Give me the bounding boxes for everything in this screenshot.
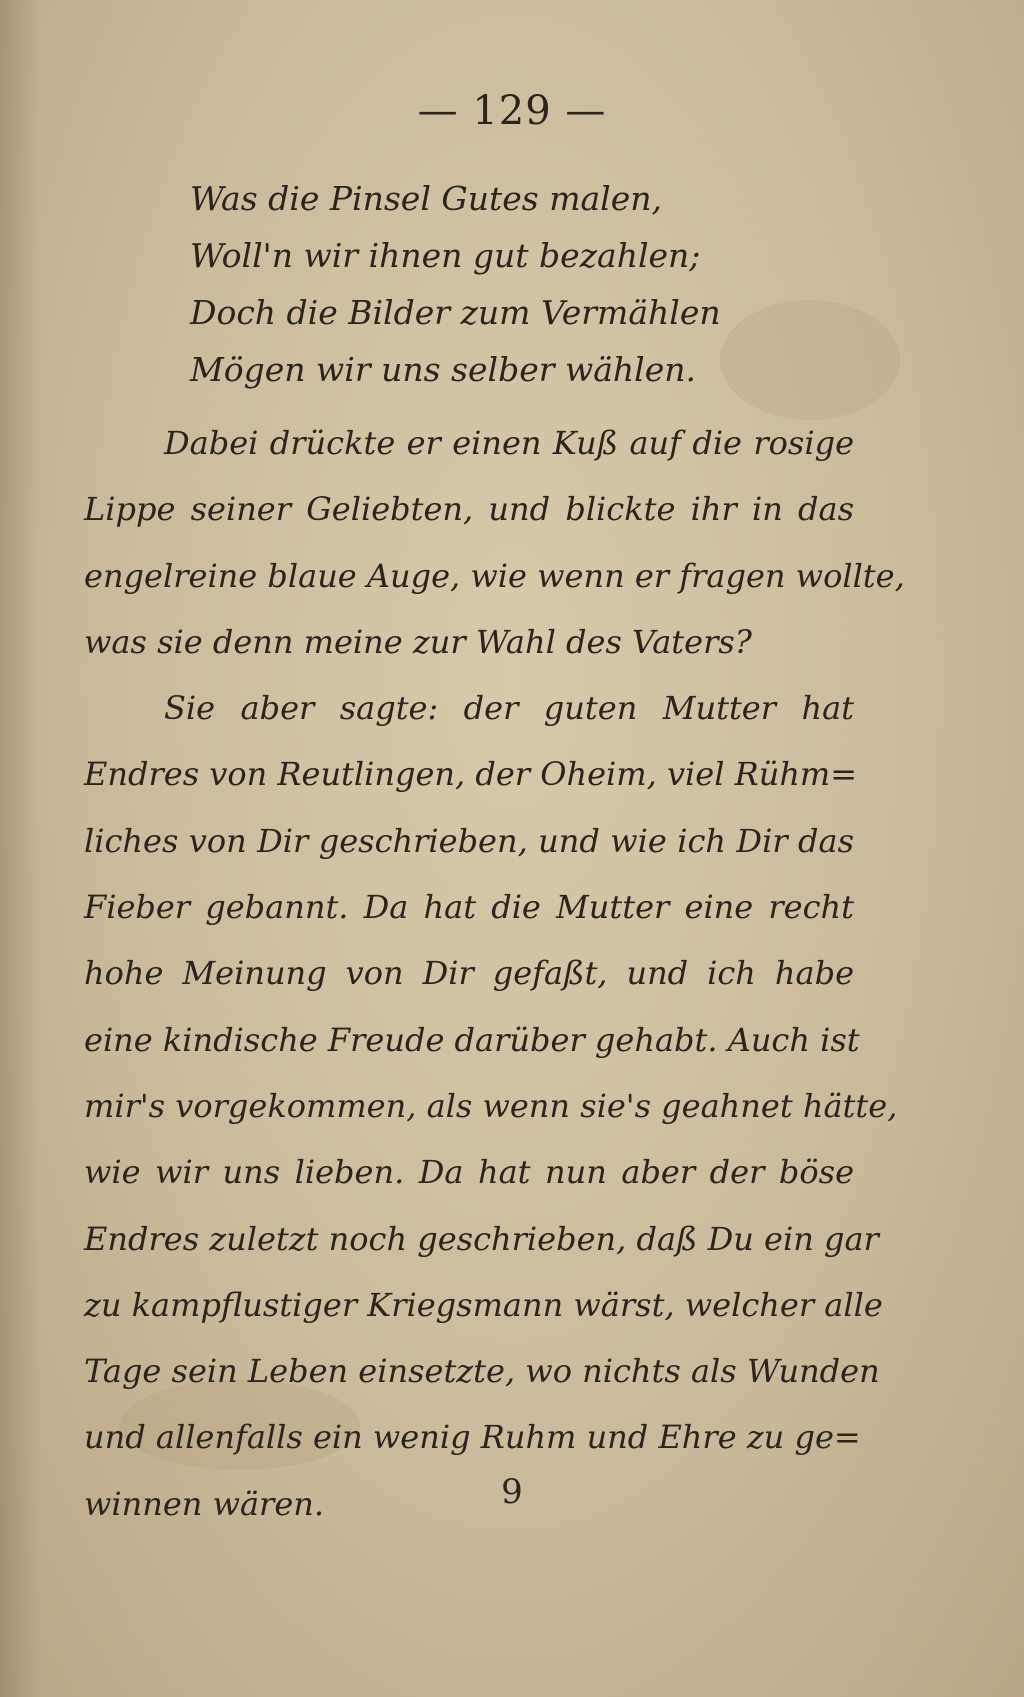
prose-line: winnen wären. (84, 1484, 325, 1523)
prose-line: mir's vorgekommen, als wenn sie's geahnet hätte, (84, 1086, 898, 1125)
prose-line: Endres zuletzt noch geschrieben, daß Du ein gar (84, 1219, 879, 1258)
prose-line: engelreine blaue Auge, wie wenn er fragen wollte, (84, 556, 905, 595)
verse-line: Was die Pinsel Gutes malen, (190, 179, 662, 218)
verse-block (190, 170, 890, 398)
verse-line: Doch die Bilder zum Vermählen (190, 293, 721, 332)
prose-line: was sie denn meine zur Wahl des Vaters? (84, 622, 752, 661)
prose-line: Tage sein Leben einsetzte, wo nichts als Wunden (84, 1352, 880, 1391)
prose-line: wie wir uns lieben. Da hat nun aber der böse (84, 1153, 854, 1192)
prose-line: zu kampflustiger Kriegsmann wärst, welcher alle (84, 1285, 883, 1324)
prose-line: und allenfalls ein wenig Ruhm und Ehre zu ge= (84, 1418, 861, 1457)
prose-line: eine kindische Freude darüber gehabt. Auch ist (84, 1020, 860, 1059)
prose-line: Fieber gebannt. Da hat die Mutter eine recht (84, 888, 854, 927)
verse-line: Woll'n wir ihnen gut bezahlen; (190, 236, 701, 275)
page-shadow-edge (0, 0, 40, 1697)
verse-line: Mögen wir uns selber wählen. (190, 350, 696, 389)
prose-line: Lippe seiner Geliebten, und blickte ihr in das (84, 490, 854, 529)
prose-line: Sie aber sagte: der guten Mutter hat (164, 689, 854, 728)
prose-line: Dabei drückte er einen Kuß auf die rosige (164, 424, 854, 462)
page-number: — 129 — (417, 88, 607, 134)
prose-line: hohe Meinung von Dir gefaßt, und ich habe (84, 954, 854, 993)
prose-block (84, 410, 905, 1537)
prose-line: liches von Dir geschrieben, und wie ich Dir das (84, 821, 854, 860)
prose-line: Endres von Reutlingen, der Oheim, viel Rühm= (84, 755, 858, 794)
signature-mark: 9 (501, 1472, 523, 1512)
